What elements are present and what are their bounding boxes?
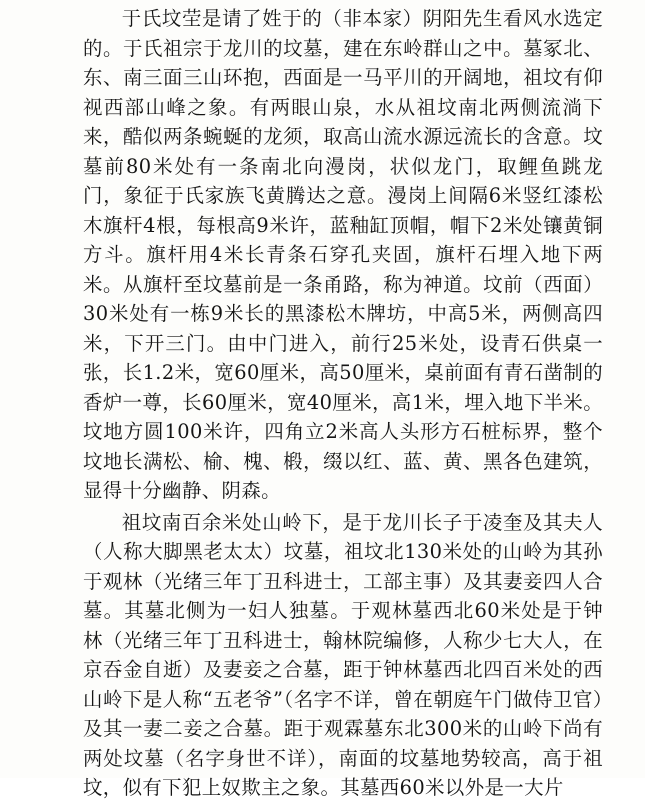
paragraph-descendant-tombs: 祖坟南百余米处山岭下，是于龙川长子于凌奎及其夫人（人称大脚黑老太太）坟墓，祖坟北130米处的山岭为其孙于观林（光绪三年丁丑科进士，工部主事）及其妻妾四人合墓。其墓北侧为一妇人独墓。于观林墓西北60米处是于钟林（光绪三年丁丑科进士，翰林院编修，人称少七大人，在京吞金自逝）及妻妾之合墓，距于钟林墓西北四百米处的西山岭下是人称“五老爷”（名字不详，曾在朝庭午门做侍卫官）及其一妻二妾之合墓。距于观霖墓东北300米的山岭下尚有两处坟墓（名字身世不详），南面的坟墓地势较高，高于祖坟，似有下犯上奴欺主之象。其墓西60米以外是一大片 <box>83 510 603 799</box>
paragraph-yu-family-ancestral-tomb: 于氏坟茔是请了姓于的（非本家）阴阳先生看风水选定的。于氏祖宗于龙川的坟墓，建在东岭群山之中。墓冢北、东、南三面三山环抱，西面是一马平川的开阔地，祖坟有仰视西部山峰之象。有两眼山泉，水从祖坟南北两侧流淌下来，酷似两条蜿蜒的龙须，取高山流水源远流长的含意。坟墓前80米处有一条南北向漫岗，状似龙门，取鲤鱼跳龙门，象征于氏家族飞黄腾达之意。漫岗上间隔6米竖红漆松木旗杆4根，每根高9米许，蓝釉缸顶帽，帽下2米处镶黄铜方斗。旗杆用4米长青条石穿孔夹固，旗杆石埋入地下两米。从旗杆至坟墓前是一条甬路，称为神道。坟前（西面）30米处有一栋9米长的黑漆松木牌坊，中高5米，两侧高四米，下开三门。由中门进入，前行25米处，设青石供桌一张，长1.2米，宽60厘米，高50厘米，桌前面有青石凿制的香炉一尊，长60厘米，宽40厘米，高1米，埋入地下半米。坟地方圆100米许，四角立2米高人头形方石桩标界，整个坟地长满松、榆、槐、椴，缀以红、蓝、黄、黑各色建筑，显得十分幽静、阴森。 <box>83 7 603 502</box>
document-body <box>83 4 603 803</box>
